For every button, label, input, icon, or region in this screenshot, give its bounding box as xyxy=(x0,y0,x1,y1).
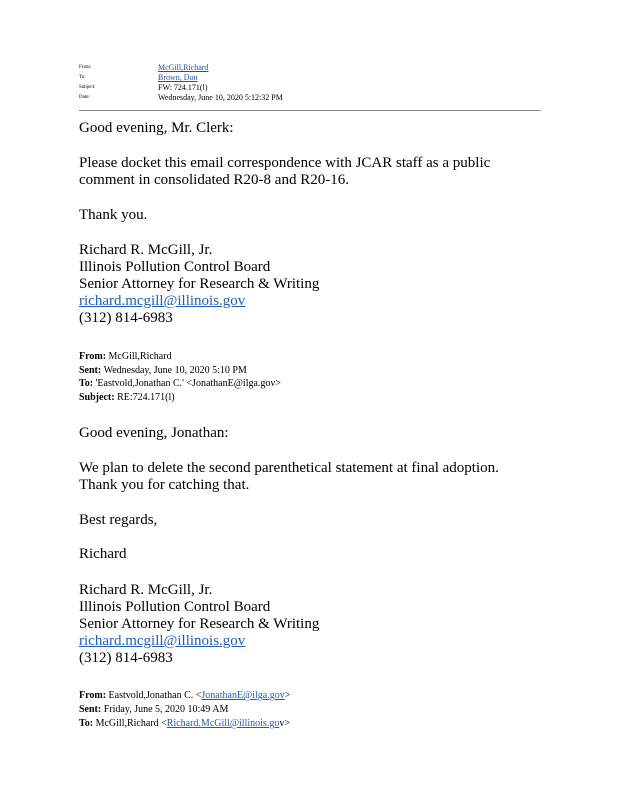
signature2-org: Illinois Pollution Control Board xyxy=(79,599,271,615)
header-subject-label: Subject: xyxy=(79,85,96,90)
header-date-label: Date: xyxy=(79,95,90,100)
quoted2-sent-row xyxy=(79,703,228,717)
header-to-label: To: xyxy=(79,75,86,80)
signature1-title: Senior Attorney for Research & Writing xyxy=(79,276,320,292)
quoted2-from-end: > xyxy=(284,690,291,701)
signature2-name: Richard R. McGill, Jr. xyxy=(79,582,213,598)
email-header xyxy=(79,63,283,103)
quoted1-subject-label: Subject: xyxy=(79,391,115,403)
header-date-row xyxy=(79,93,283,103)
quoted2-from-row xyxy=(79,689,290,703)
quoted1-to-label: To: xyxy=(79,378,94,389)
header-subject-value: FW: 724.171(l) xyxy=(158,83,208,92)
quoted2-sent-label: Sent: xyxy=(79,704,102,715)
quoted2-sent-value: Friday, June 5, 2020 10:49 AM xyxy=(103,704,229,715)
message1-thanks: Thank you. xyxy=(79,207,148,223)
quoted1-to-value: 'Eastvold,Jonathan C.' <JonathanE@ilga.gov> xyxy=(95,378,282,389)
message1-body-line1: Please docket this email correspondence with JCAR staff as a public xyxy=(79,155,491,171)
quoted1-sent-value: Wednesday, June 10, 2020 5:10 PM xyxy=(103,364,247,376)
header-date-value: Wednesday, June 10, 2020 5:12:32 PM xyxy=(158,93,283,102)
quoted2-from-label: From: xyxy=(79,690,107,701)
signature1-phone: (312) 814-6983 xyxy=(79,310,173,326)
quoted2-from-value: Eastvold,Jonathan C. < xyxy=(108,690,202,701)
message1-greeting: Good evening, Mr. Clerk: xyxy=(79,120,234,136)
message2-closing: Best regards, xyxy=(79,512,158,528)
message2-body-line2: Thank you for catching that. xyxy=(79,477,250,493)
header-to-row xyxy=(79,73,283,83)
message1-body-line2: comment in consolidated R20-8 and R20-16. xyxy=(79,172,349,188)
quoted1-to-row xyxy=(79,377,281,391)
message2-body-line1: We plan to delete the second parenthetical statement at final adoption. xyxy=(79,460,499,476)
quoted1-from-row xyxy=(79,350,172,364)
quoted1-sent-label: Sent: xyxy=(79,364,102,376)
quoted2-to-email-link[interactable]: Richard.McGill@illinois.go xyxy=(166,718,280,729)
quoted1-subject-value: RE:724.171(l) xyxy=(117,391,175,403)
quoted2-to-label: To: xyxy=(79,718,94,729)
quoted1-from-value: McGill,Richard xyxy=(108,351,172,362)
header-subject-row xyxy=(79,83,283,93)
message2-greeting: Good evening, Jonathan: xyxy=(79,425,229,441)
header-divider xyxy=(79,110,541,111)
message2-sign: Richard xyxy=(79,546,127,562)
quoted1-subject-row xyxy=(79,391,175,405)
quoted1-sent-row xyxy=(79,364,247,378)
quoted2-to-row xyxy=(79,717,290,731)
signature1-email-link[interactable]: richard.mcgill@illinois.gov xyxy=(79,293,246,309)
signature2-title: Senior Attorney for Research & Writing xyxy=(79,616,320,632)
quoted1-from-label: From: xyxy=(79,351,107,362)
quoted2-to-value: McGill,Richard < xyxy=(95,718,167,729)
header-from-label: From: xyxy=(79,65,92,70)
header-from-link[interactable]: McGill,Richard xyxy=(158,63,209,72)
quoted2-to-end: v> xyxy=(279,718,290,729)
signature2-email-link[interactable]: richard.mcgill@illinois.gov xyxy=(79,633,246,649)
header-from-row xyxy=(79,63,283,73)
signature1-org: Illinois Pollution Control Board xyxy=(79,259,271,275)
header-to-link[interactable]: Brown, Don xyxy=(158,73,198,82)
signature2-phone: (312) 814-6983 xyxy=(79,650,173,666)
signature1-name: Richard R. McGill, Jr. xyxy=(79,242,213,258)
quoted2-from-email-link[interactable]: JonathanE@ilga.gov xyxy=(201,690,285,701)
